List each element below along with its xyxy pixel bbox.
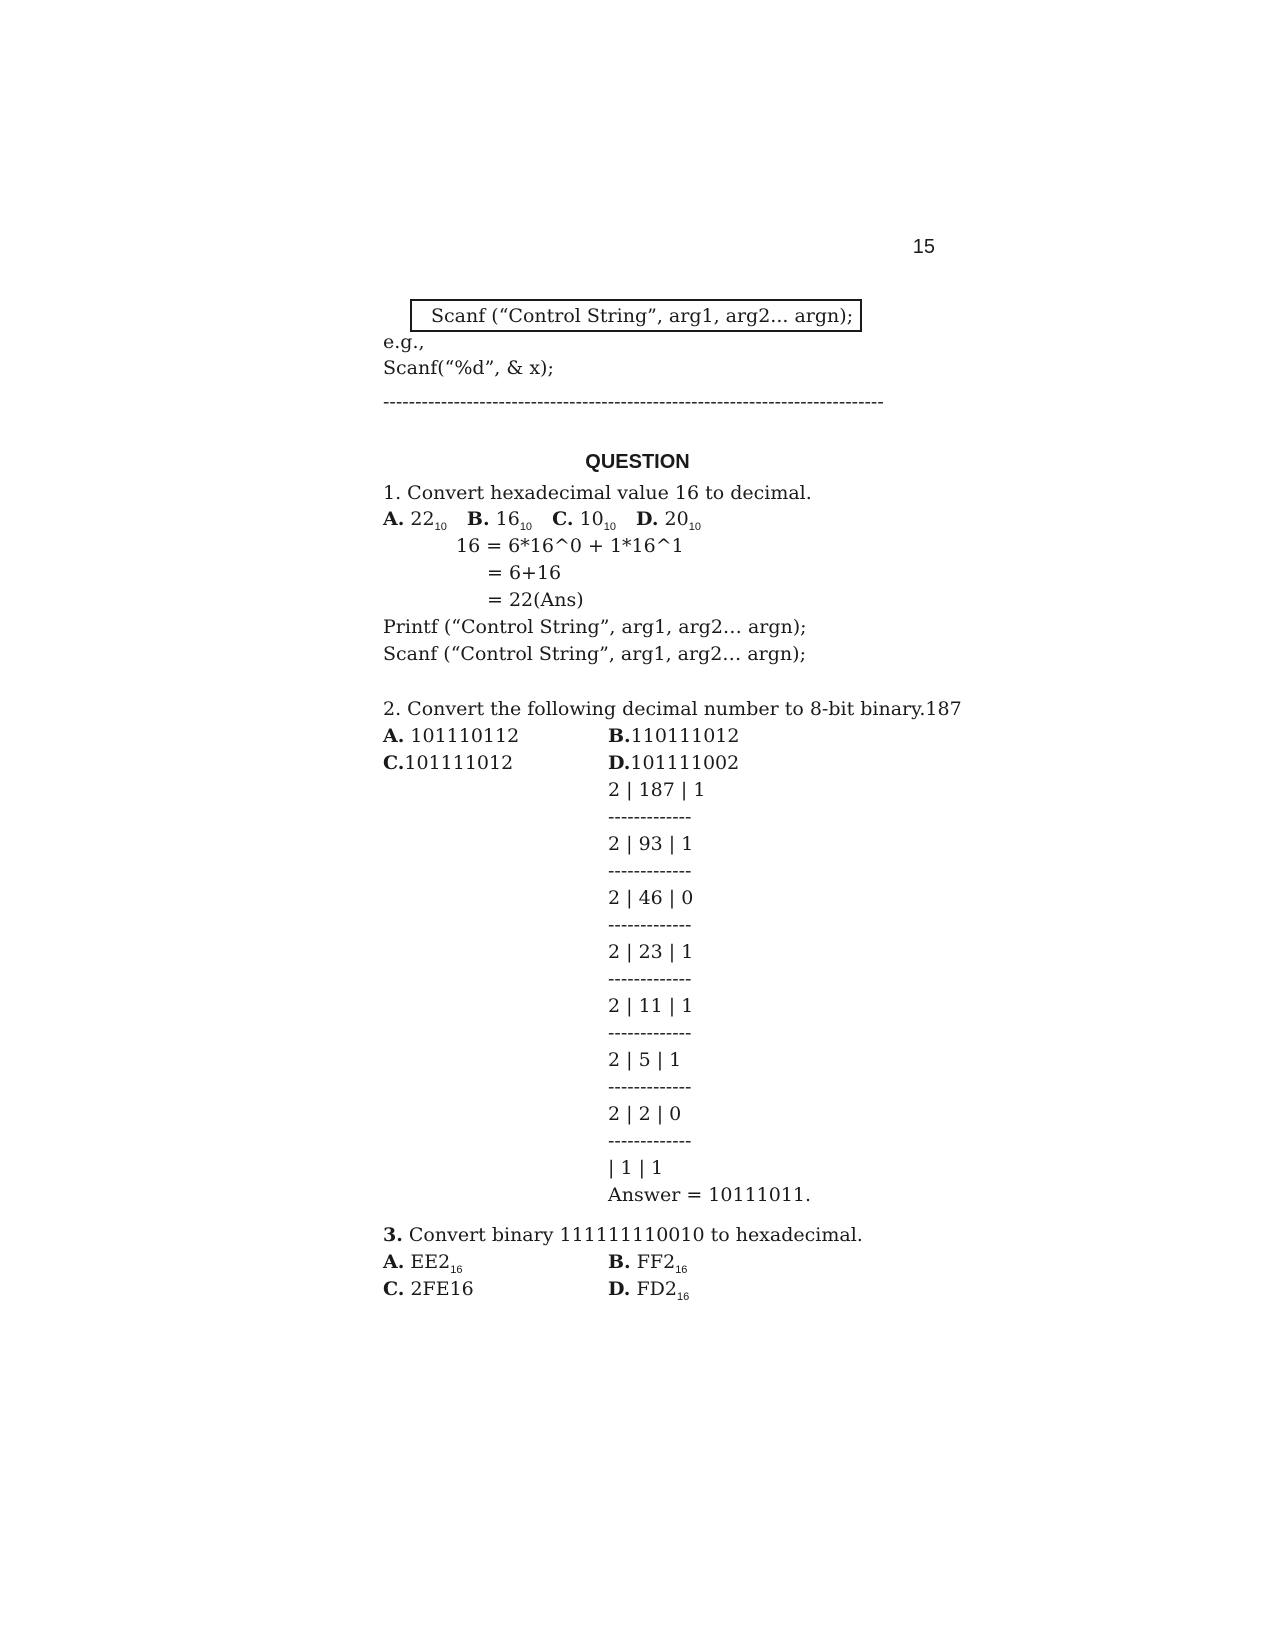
q2-option-b: B.110111012 (608, 725, 740, 747)
division-step: 2 | 11 | 1 (608, 995, 694, 1017)
section-divider: ------------------------------------------------------------------------------ (383, 391, 884, 413)
q1-options (383, 507, 715, 531)
step-divider: ------------- (608, 1076, 692, 1098)
q3-option-c: C. 2FE16 (383, 1278, 474, 1300)
eg-label: e.g., (383, 331, 425, 353)
printf-line: Printf (“Control String”, arg1, arg2… argn); (383, 616, 807, 638)
q2-text: 2. Convert the following decimal number to 8-bit binary.187 (383, 698, 962, 720)
q2-option-c: C.101111012 (383, 752, 514, 774)
q1-option-d: D. $20_{10}$ (636, 508, 701, 533)
step-divider: ------------- (608, 806, 692, 828)
division-step: 2 | 23 | 1 (608, 941, 694, 963)
division-step: 2 | 93 | 1 (608, 833, 694, 855)
q1-option-a: A. $22_{10}$ (383, 508, 447, 533)
scanf-line: Scanf (“Control String”, arg1, arg2… argn); (383, 643, 806, 665)
q2-option-d: D.101111002 (608, 752, 740, 774)
q3-text: 3. Convert binary 111111110010 to hexadecimal. (383, 1224, 863, 1246)
division-step: 2 | 2 | 0 (608, 1103, 682, 1125)
step-divider: ------------- (608, 860, 692, 882)
q1-work-line-3: = 22(Ans) (487, 589, 584, 611)
division-step: 2 | 187 | 1 (608, 779, 706, 801)
q2-option-a: A. 101110112 (383, 725, 520, 747)
page-number: 15 (912, 236, 935, 258)
q3-option-b: B. $FF2_{16}$ (608, 1251, 688, 1276)
q3-option-d: D. $FD2_{16}$ (608, 1278, 690, 1303)
scanf-syntax-box: Scanf (“Control String”, arg1, arg2... argn); (410, 299, 862, 332)
division-step: | 1 | 1 (608, 1157, 664, 1179)
division-step: 2 | 5 | 1 (608, 1049, 682, 1071)
step-divider: ------------- (608, 1130, 692, 1152)
q1-work-line-2: = 6+16 (487, 562, 562, 584)
section-heading: QUESTION (585, 451, 690, 473)
q1-option-c: C. $10_{10}$ (552, 508, 616, 533)
eg-code: Scanf(“%d”, & x); (383, 357, 554, 379)
q3-option-a: A. $EE2_{16}$ (383, 1251, 463, 1276)
step-divider: ------------- (608, 968, 692, 990)
step-divider: ------------- (608, 914, 692, 936)
q1-work-line-1: 16 = 6*16^0 + 1*16^1 (456, 535, 684, 557)
q1-option-b: B. $16_{10}$ (466, 508, 533, 533)
q2-answer: Answer = 10111011. (608, 1184, 812, 1206)
q1-text: 1. Convert hexadecimal value 16 to decimal. (383, 482, 812, 504)
step-divider: ------------- (608, 1022, 692, 1044)
division-step: 2 | 46 | 0 (608, 887, 694, 909)
